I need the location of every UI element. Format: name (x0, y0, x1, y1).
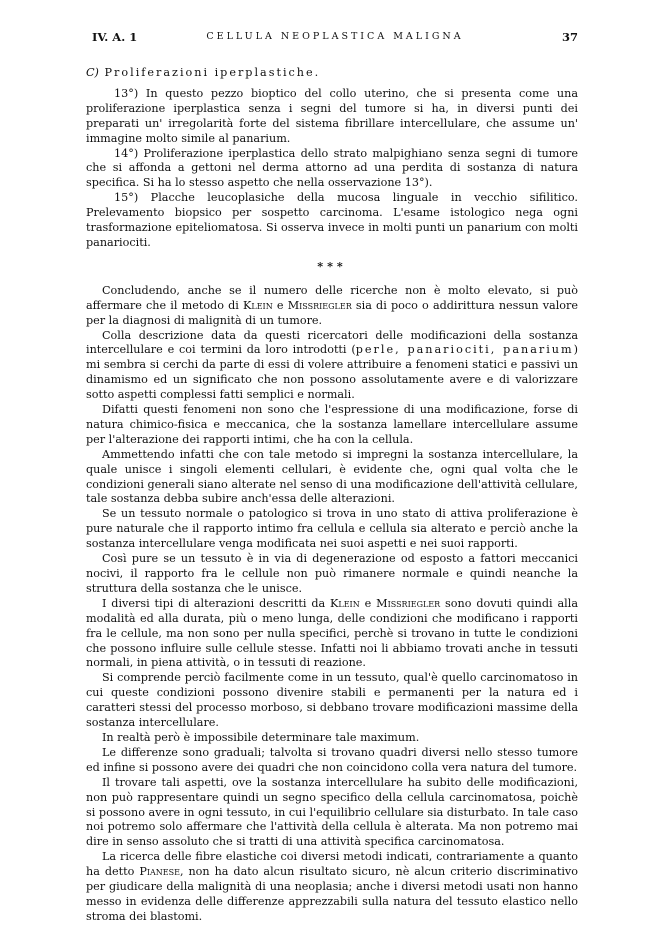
author-name: Pianese (139, 865, 180, 879)
author-name: Missriegler (287, 298, 352, 312)
section-title: Proliferazioni iperplastiche. (104, 66, 321, 79)
conclusion-paragraph: Ammettendo infatti che con tale metodo si impregni la sostanza intercellulare, la quale unisce i singoli elementi cellulari, è evidente che, ogni qual volta che le condizioni generali siano alterate nel senso di una modificazione dell'attività cellulare, tale sostanza debba subire anch'essa delle alterazioni. (86, 447, 578, 506)
section-heading (86, 66, 578, 81)
observation-15: 15°) Placche leucoplasiche della mucosa linguale in vecchio sifilitico. Prelevamento biopsico per sospetto carcinoma. L'esame istologico nega ogni trasformazione epiteliomatosa. Si osserva invece in molti punti un panarium con molti panariociti. (86, 191, 578, 249)
author-name: Missriegler (376, 596, 441, 610)
author-name: Klein (243, 298, 273, 312)
observation-13: 13°) In questo pezzo bioptico del collo uterino, che si presenta come una proliferazione iperplastica senza i segni del tumore si ha, in diversi punti dei preparati un' irregolarità forte del sistema fibrillare intercellulare, che assume un' immagine molto simile al panarium. (86, 86, 578, 145)
observation-14: 14°) Proliferazione iperplastica dello strato malpighiano senza segni di tumore che si affonda a gettoni nel derma attorno ad una perdita di sostanza di natura specifica. Si ha lo stesso aspetto che nella osservazione 13°). (86, 146, 578, 190)
section-separator: *** (317, 258, 347, 273)
section-letter: C) (86, 66, 99, 79)
conclusion-paragraph: Concludendo, anche se il numero delle ricerche non è molto elevato, si può affermare che il metodo di Klein e Missriegler sia di poco o addirittura nessun valore per la diagnosi di malignità di un tumore. (86, 283, 578, 327)
conclusion-paragraph: Difatti questi fenomeni non sono che l'espressione di una modificazione, forse di natura chimico-fisica e meccanica, che la sostanza lamellare intercellulare assume per l'alterazione dei rapporti intimi, che ha con la cellula. (86, 403, 578, 446)
conclusion-paragraph: Così pure se un tessuto è in via di degenerazione od esposto a fattori meccanici nocivi, il rapporto fra le cellule non può rimanere normale e quindi neanche la struttura della sostanza che le unisce. (86, 552, 578, 595)
page-body (86, 62, 578, 925)
page-number: 37 (561, 30, 578, 44)
conclusion-paragraph: In realtà però è impossibile determinare tale maximum. (102, 730, 420, 744)
conclusion-paragraph: La ricerca delle fibre elastiche coi diversi metodi indicati, contrariamente a quanto ha detto Pianese, non ha dato alcun risultato sicuro, nè alcun criterio discriminativo per giudicare della malignità di una neoplasia; anche i diversi metodi usati non hanno messo in evidenza delle differenze apprezzabili sulla natura del tessuto elastico nello stroma dei blastomi. (86, 850, 578, 923)
conclusion-paragraph: Si comprende perciò facilmente come in un tessuto, qual'è quello carcinomatoso in cui queste condizioni possono divenire stabili e permanenti per la natura ed i caratteri stessi del processo morboso, si debbano trovare modificazioni massime della sostanza intercellulare. (86, 671, 578, 730)
conclusion-paragraph: I diversi tipi di alterazioni descritti da Klein e Missriegler sono dovuti quindi alla modalità ed alla durata, più o meno lunga, delle condizioni che modificano i rapporti fra le cellule, ma non sono per nulla specifici, perchè si trovano in tutte le condizioni che possono influire sulle cellule stesse. Infatti noi li abbiamo trovati anche in tessuti normali, in piena attività, o in tessuti di reazione. (86, 596, 579, 670)
running-title: CELLULA NEOPLASTICA MALIGNA (206, 31, 464, 42)
terms-list: perle, panariociti, panarium (355, 343, 574, 357)
section-number: IV. A. 1 (92, 30, 138, 44)
conclusion-paragraph: Le differenze sono graduali; talvolta si trovano quadri diversi nello stesso tumore ed infine si possono avere dei quadri che non coincidono colla vera natura del tumore. (86, 745, 578, 774)
conclusion-paragraph: Il trovare tali aspetti, ove la sostanza intercellulare ha subito delle modificazioni, non può rappresentare quindi un segno specifico della cellula carcinomatosa, poichè si possono avere in ogni tessuto, in cui l'equilibrio cellulare sia disturbato. In tale caso noi potremo solo affermare che l'attività della cellula è alterata. Ma non potremo mai dire in senso assoluto che si tratti di una attività specifica carcinomatosa. (86, 775, 578, 849)
author-name: Klein (330, 596, 360, 610)
conclusion-paragraph: Colla descrizione data da questi ricercatori delle modificazioni della sostanza intercellulare e coi termini da loro introdotti (perle, panariociti, panarium) mi sembra si cerchi da parte di essi di volere attribuire a fenomeni statici e passivi un dinamismo ed un significato che non possono assolutamente avere e di valorizzare sotto aspetti complessi fatti semplici e normali. (86, 328, 578, 402)
running-header (92, 30, 578, 48)
conclusion-paragraph: Se un tessuto normale o patologico si trova in uno stato di attiva proliferazione è pure naturale che il rapporto intimo fra cellula e cellula sia alterato e perciò anche la sostanza intercellulare venga modificata nei suoi aspetti e nei suoi rapporti. (86, 507, 578, 551)
